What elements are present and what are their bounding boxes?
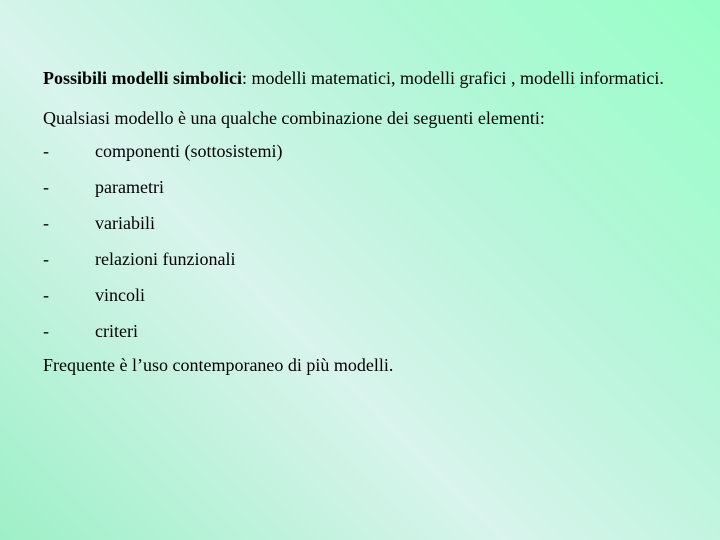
bullet-dash: -	[43, 249, 49, 269]
list-item-text: variabili	[95, 213, 155, 233]
bullet-dash: -	[43, 177, 49, 197]
intro-rest-text: : modelli matematici, modelli grafici , modelli informatici.	[242, 68, 664, 88]
list-item	[43, 175, 683, 199]
list-item	[43, 283, 683, 307]
slide-content	[43, 66, 683, 377]
list-item-text: vincoli	[95, 285, 145, 305]
bullet-dash: -	[43, 141, 49, 161]
list-item	[43, 211, 683, 235]
elements-list	[43, 139, 683, 343]
list-item	[43, 247, 683, 271]
list-item-text: relazioni funzionali	[95, 249, 236, 269]
list-item-text: criteri	[95, 321, 138, 341]
bullet-dash: -	[43, 285, 49, 305]
intro-bold-text: Possibili modelli simbolici	[43, 68, 243, 88]
question-paragraph: Qualsiasi modello è una qualche combinazione dei seguenti elementi:	[43, 108, 545, 128]
list-item-text: parametri	[95, 177, 164, 197]
list-item	[43, 139, 683, 163]
list-item-text: componenti (sottosistemi)	[95, 141, 283, 161]
list-item	[43, 319, 683, 343]
bullet-dash: -	[43, 213, 49, 233]
bullet-dash: -	[43, 321, 49, 341]
intro-paragraph	[43, 66, 683, 90]
conclusion-paragraph: Frequente è l’uso contemporaneo di più modelli.	[43, 355, 394, 375]
